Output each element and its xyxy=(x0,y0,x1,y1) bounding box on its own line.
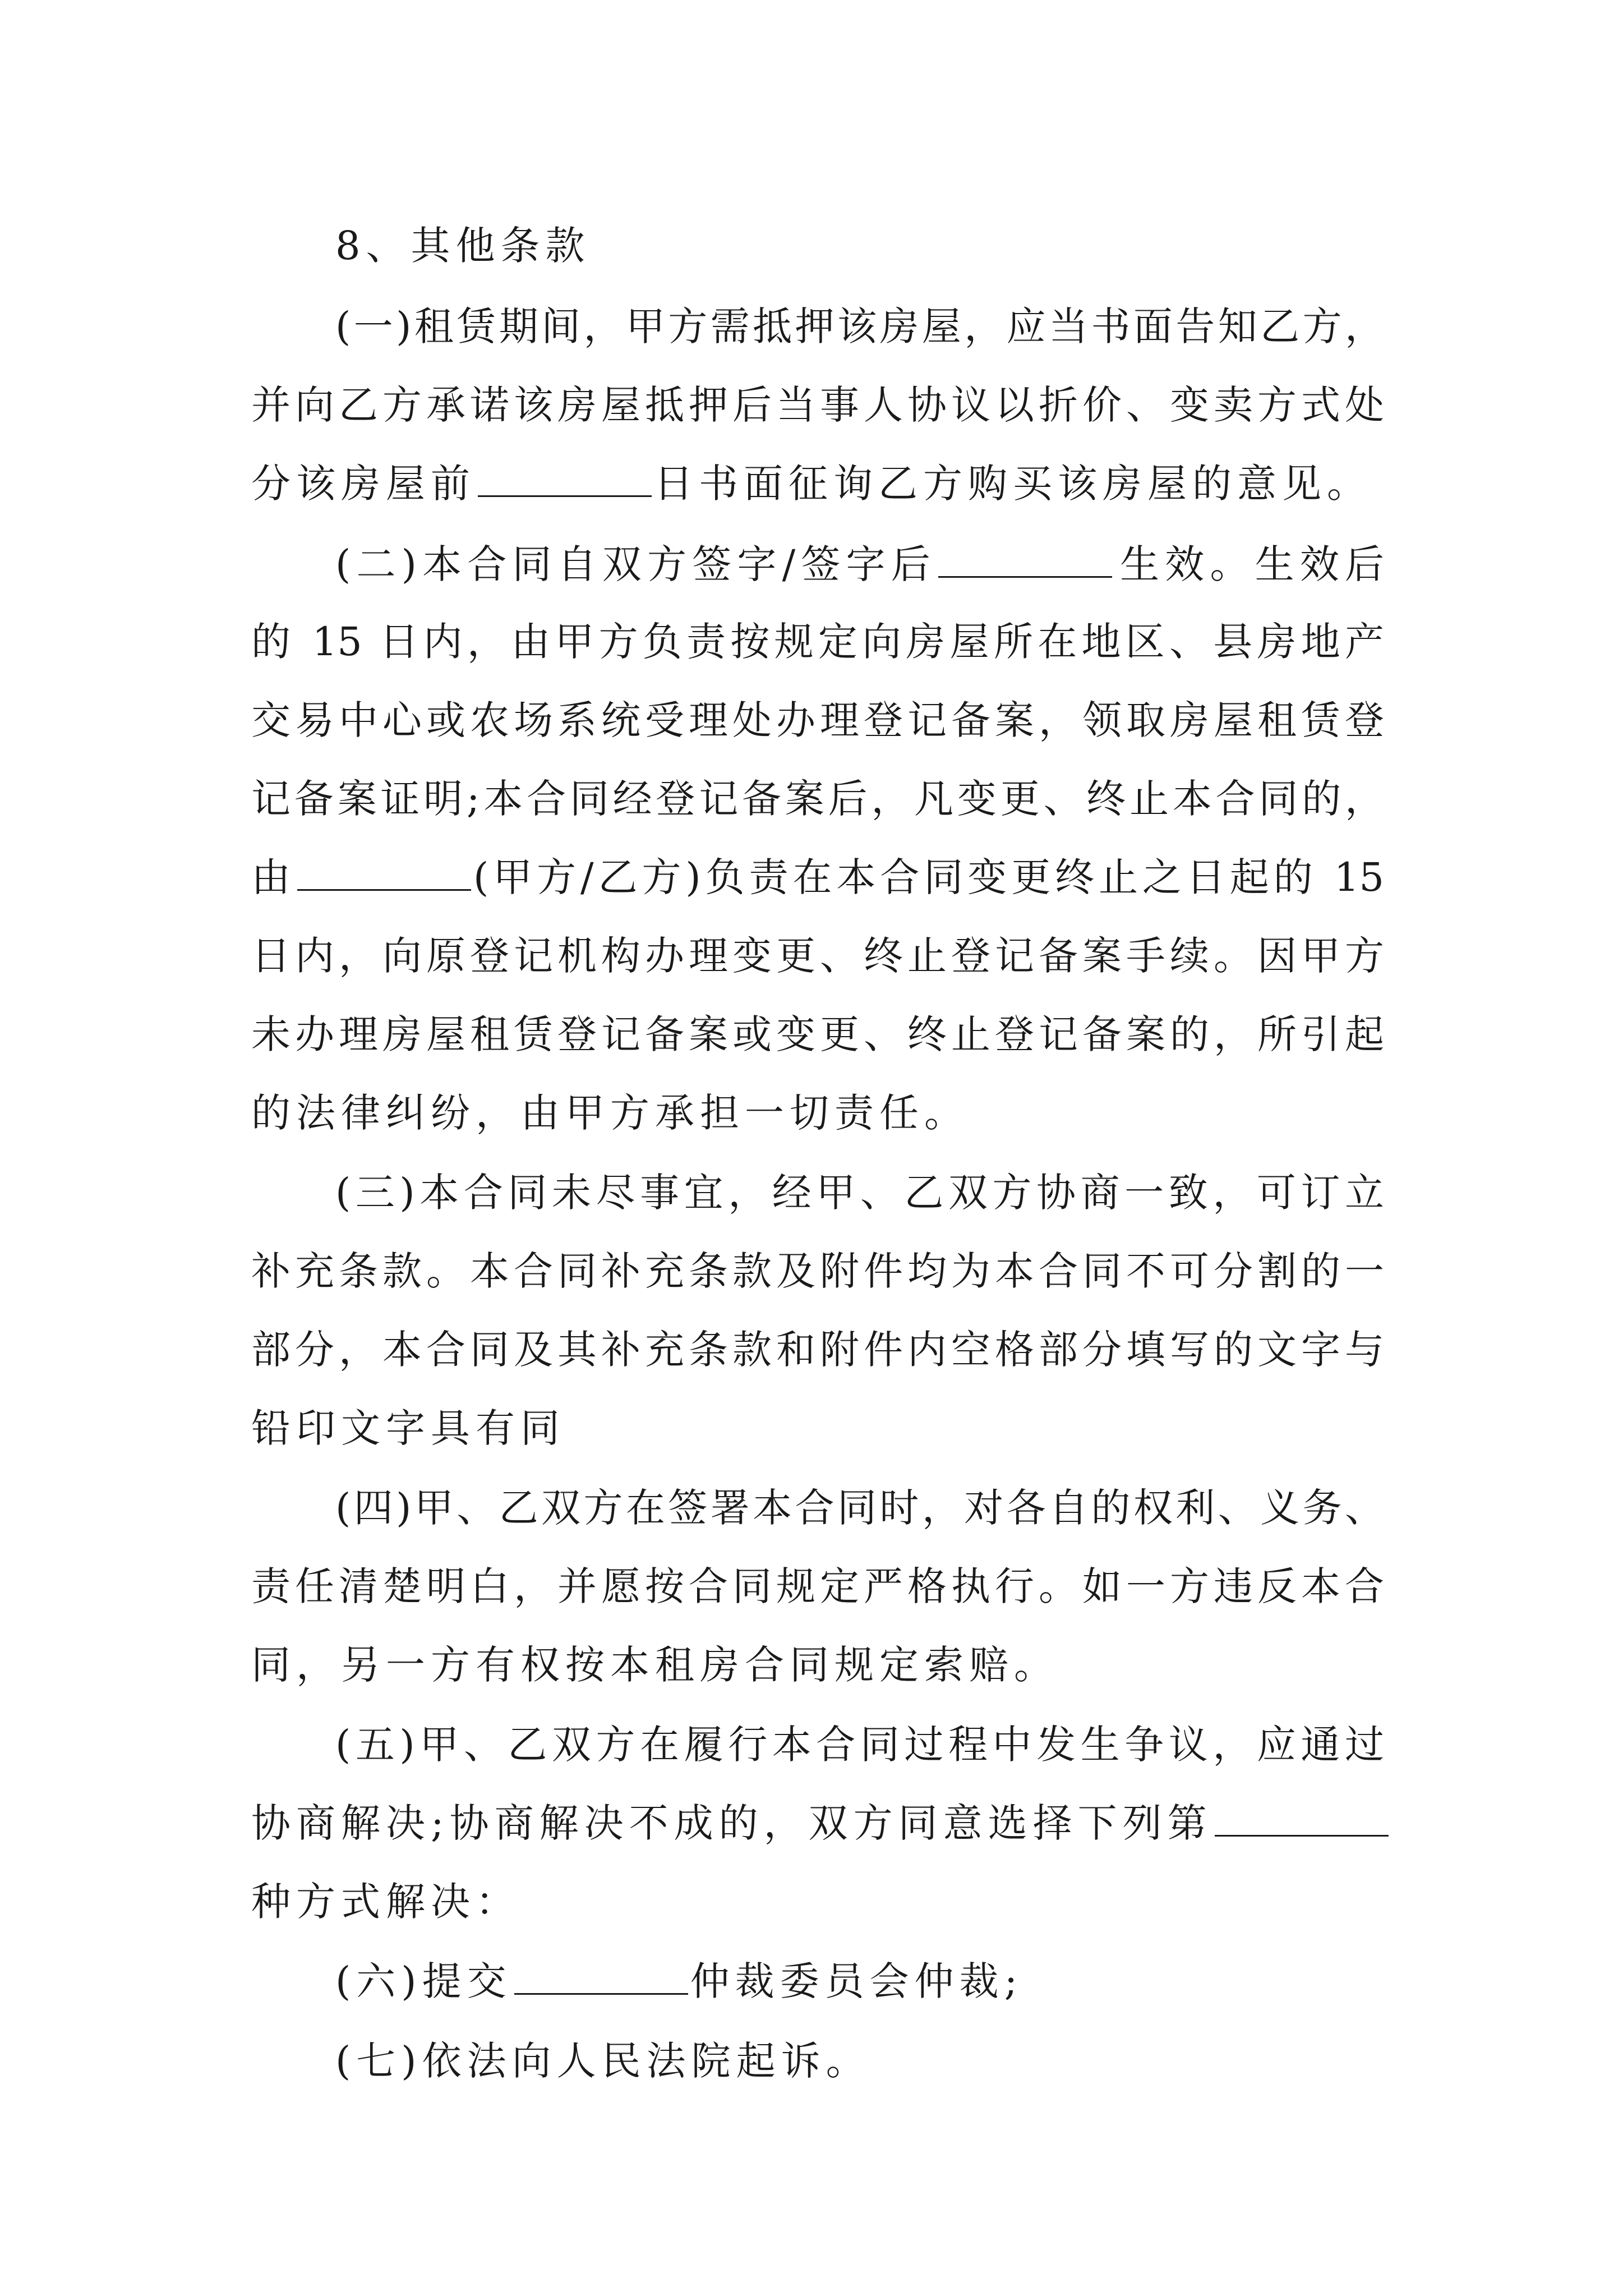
clause-text: 未办理房屋租赁登记备案或变更、终止登记备案的，所引起 xyxy=(251,1011,1384,1057)
clause-text: 交易中心或农场系统受理处办理登记备案，领取房屋租赁登 xyxy=(251,697,1384,743)
clause-2-line-8 xyxy=(251,1079,1384,1147)
clause-3-line-2 xyxy=(251,1237,1384,1305)
clause-text: (二)本合同自双方签字/签字后 xyxy=(335,541,936,587)
clause-text: (四)甲、乙双方在签署本合同时，对各自的权利、义务、 xyxy=(335,1485,1384,1531)
clause-text: 记备案证明;本合同经登记备案后，凡变更、终止本合同的， xyxy=(251,776,1384,822)
clause-2-line-4 xyxy=(251,765,1384,832)
clause-3-line-4 xyxy=(251,1395,1384,1462)
clause-text: 日内，向原登记机构办理变更、终止登记备案手续。因甲方 xyxy=(251,933,1384,979)
clause-1-line-3 xyxy=(251,450,1384,517)
fill-in-blank[interactable] xyxy=(1215,1801,1389,1837)
clause-4-line-3 xyxy=(251,1631,1384,1699)
clause-text: 责任清楚明白，并愿按合同规定严格执行。如一方违反本合 xyxy=(251,1563,1384,1609)
fill-in-blank[interactable] xyxy=(297,855,471,891)
clause-text: 补充条款。本合同补充条款及附件均为本合同不可分割的一 xyxy=(251,1248,1384,1294)
clause-text: 协商解决;协商解决不成的，双方同意选择下列第 xyxy=(251,1800,1212,1846)
clause-3-line-1 xyxy=(335,1159,1384,1226)
clause-2-line-6 xyxy=(251,922,1384,990)
clause-text: 铅印文字具有同 xyxy=(251,1405,565,1451)
fill-in-blank[interactable] xyxy=(478,462,652,497)
clause-5-line-1 xyxy=(335,1711,1384,1778)
clause-text: 并向乙方承诺该房屋抵押后当事人协议以折价、变卖方式处 xyxy=(251,382,1384,428)
clause-text: 分该房屋前 xyxy=(251,461,476,507)
clause-3-line-3 xyxy=(251,1316,1384,1383)
clause-text: 的 15 日内，由甲方负责按规定向房屋所在地区、县房地产 xyxy=(251,619,1384,665)
clause-text: 生效。生效后 xyxy=(1114,541,1385,587)
clause-1-line-1 xyxy=(335,293,1384,360)
clause-2-line-1 xyxy=(335,531,1384,598)
clause-2-line-7 xyxy=(251,1001,1384,1068)
clause-text: 种方式解决： xyxy=(251,1879,520,1925)
clause-2-line-5 xyxy=(251,844,1384,911)
clause-text: (七)依法向人民法院起诉。 xyxy=(335,2038,871,2084)
section-heading xyxy=(335,212,1384,279)
clause-5-line-2 xyxy=(251,1789,1384,1857)
heading-text: 8、其他条款 xyxy=(335,223,591,269)
clause-text: (一)租赁期间，甲方需抵押该房屋，应当书面告知乙方， xyxy=(335,303,1384,349)
clause-text: 由 xyxy=(251,854,295,900)
clause-text: (六)提交 xyxy=(335,1958,512,2004)
clause-text: (五)甲、乙双方在履行本合同过程中发生争议，应通过 xyxy=(335,1722,1384,1768)
fill-in-blank[interactable] xyxy=(938,542,1112,578)
clause-text: (三)本合同未尽事宜，经甲、乙双方协商一致，可订立 xyxy=(335,1170,1384,1216)
clause-text: 部分，本合同及其补充条款和附件内空格部分填写的文字与 xyxy=(251,1327,1384,1373)
clause-6-line-1 xyxy=(335,1948,1384,2015)
clause-2-line-3 xyxy=(251,687,1384,754)
clause-4-line-2 xyxy=(251,1553,1384,1620)
clause-text: 仲裁委员会仲裁; xyxy=(690,1958,1023,2004)
clause-4-line-1 xyxy=(335,1474,1384,1542)
clause-2-line-2 xyxy=(251,608,1384,675)
clause-7-line-1 xyxy=(335,2027,1384,2095)
clause-text: 同，另一方有权按本租房合同规定索赔。 xyxy=(251,1642,1059,1688)
clause-text: 日书面征询乙方购买该房屋的意见。 xyxy=(654,461,1372,507)
fill-in-blank[interactable] xyxy=(514,1959,688,1995)
clause-text: 的法律纠纷，由甲方承担一切责任。 xyxy=(251,1090,969,1136)
clause-5-line-3 xyxy=(251,1868,1384,1935)
clause-1-line-2 xyxy=(251,371,1384,439)
clause-text: (甲方/乙方)负责在本合同变更终止之日起的 15 xyxy=(473,854,1384,900)
